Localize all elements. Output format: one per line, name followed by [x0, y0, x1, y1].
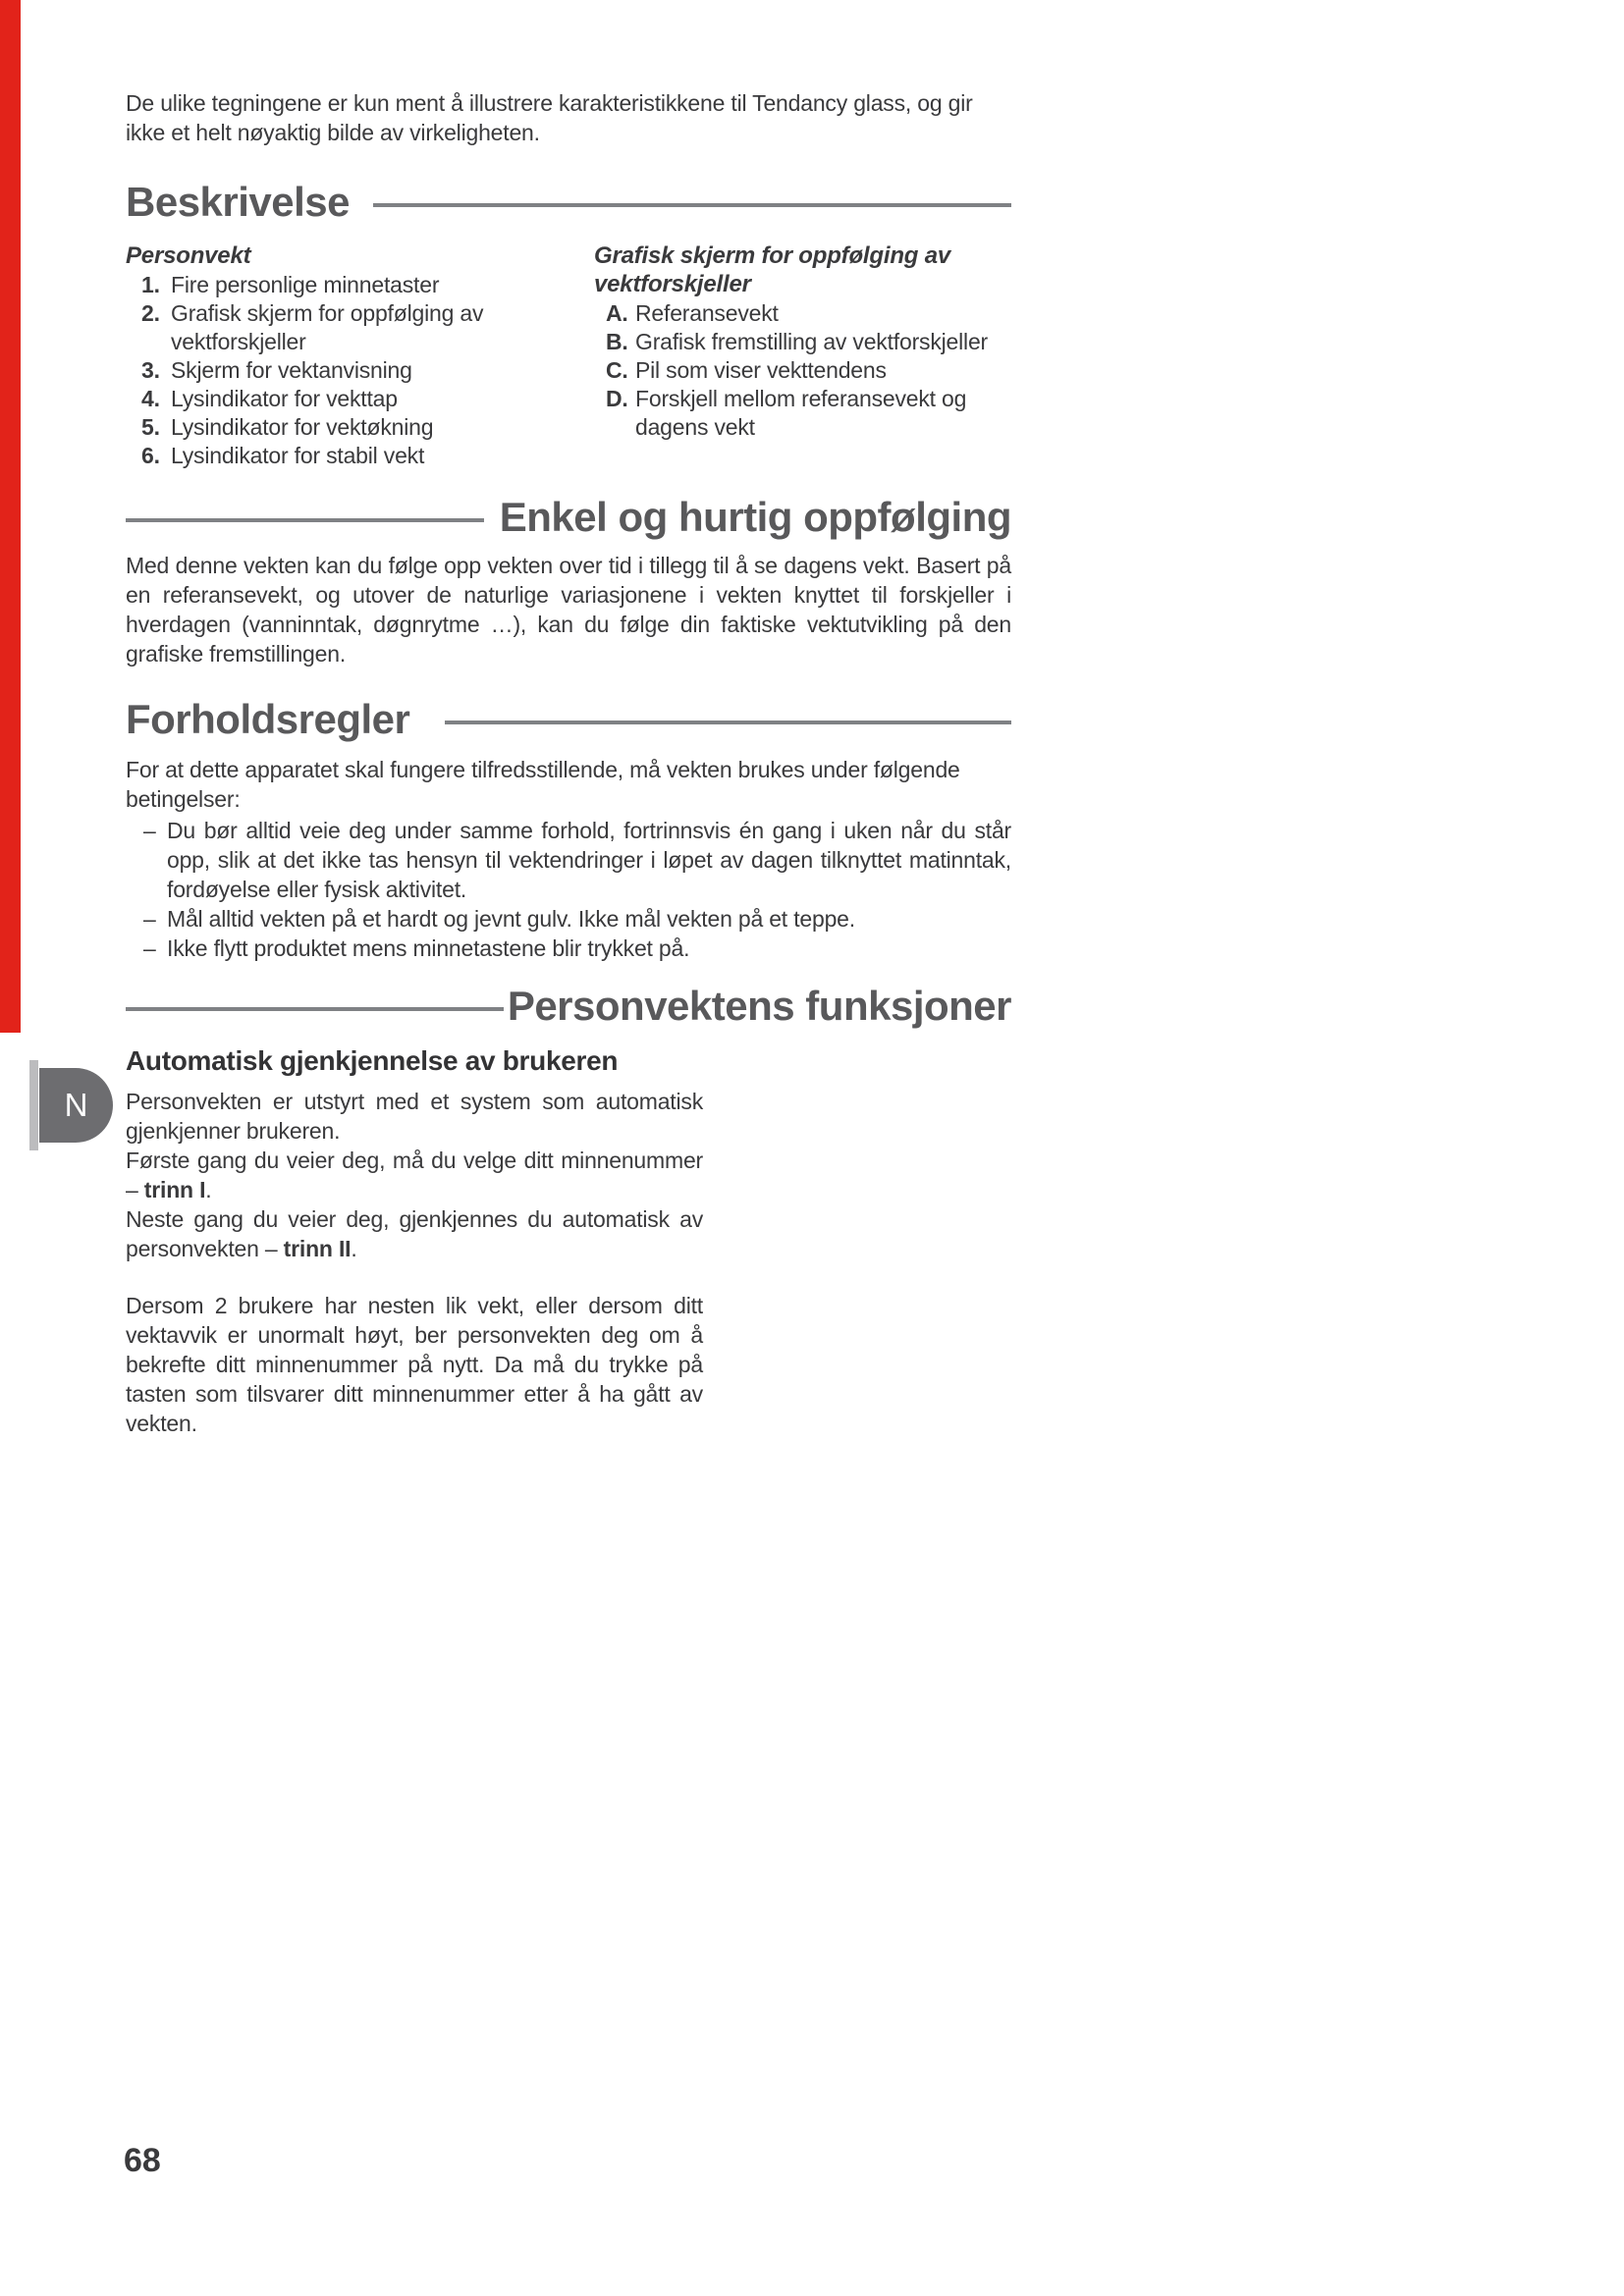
paragraph-text: Neste gang du veier deg, gjenkjennes du automatisk av personvekten – [126, 1206, 703, 1261]
list-text: Grafisk skjerm for oppfølging av vektforskjeller [171, 300, 484, 354]
precautions-list [126, 816, 1011, 963]
list-marker: 4. [141, 386, 160, 411]
heading-rule [445, 721, 1011, 724]
dash-marker: – [143, 906, 156, 932]
section-heading-beskrivelse [126, 177, 1011, 228]
manual-page-content [126, 0, 1011, 1438]
list-item [141, 356, 594, 385]
description-columns [126, 241, 1011, 470]
right-column-title: Grafisk skjerm for oppfølging av vektforskjeller [594, 242, 951, 297]
list-marker: A. [606, 300, 628, 326]
list-text: Mål alltid vekten på et hardt og jevnt gulv. Ikke mål vekten på et teppe. [167, 906, 855, 932]
list-marker: 6. [141, 443, 160, 468]
section-heading-forholdsregler [126, 694, 1011, 745]
intro-paragraph: De ulike tegningene er kun ment å illustrere karakteristikkene til Tendancy glass, og gir ikke et helt nøyaktig bilde av virkeligheten. [126, 90, 973, 145]
list-text: Lysindikator for stabil vekt [171, 443, 425, 468]
bold-term: trinn II [283, 1236, 352, 1261]
page-edge-accent-bar [0, 0, 21, 1033]
list-marker: 1. [141, 272, 160, 297]
left-column-title: Personvekt [126, 242, 251, 269]
bold-term: trinn I [143, 1177, 206, 1202]
lettered-list [594, 299, 1011, 442]
list-item [141, 442, 594, 470]
list-item [606, 328, 1011, 356]
description-right-column [594, 241, 1011, 470]
oppfolging-paragraph: Med denne vekten kan du følge opp vekten over tid i tillegg til å se dagens vekt. Basert på en referansevekt, og utover de naturlige variasjonene i vekten knyttet til forskjeller i hverdagen (vanninntak, døgnrytme …), kan du følge din faktiske vektutvikling på den grafiske fremstillingen. [126, 553, 1011, 667]
forholdsregler-intro: For at dette apparatet skal fungere tilfredsstillende, må vekten brukes under følgende betingelser: [126, 757, 960, 812]
section-title-forholdsregler: Forholdsregler [126, 696, 410, 742]
section-title-beskrivelse: Beskrivelse [126, 179, 351, 225]
funksjoner-paragraph-4: Dersom 2 brukere har nesten lik vekt, eller dersom ditt vektavvik er unormalt høyt, ber personvekten deg om å bekrefte ditt minnenummer på nytt. Da må du trykke på tasten som tilsvarer ditt minnenummer etter å ha gått av vekten. [126, 1293, 703, 1436]
list-marker: 3. [141, 357, 160, 383]
language-tab-bar [29, 1060, 38, 1150]
list-marker: 2. [141, 300, 160, 326]
dash-marker: – [143, 935, 156, 961]
paragraph-text: . [351, 1236, 357, 1261]
language-tab [29, 1060, 113, 1150]
list-text: Fire personlige minnetaster [171, 272, 440, 297]
language-tab-label: N [64, 1087, 88, 1123]
list-item [141, 271, 594, 299]
list-item [143, 934, 1011, 963]
list-text: Skjerm for vektanvisning [171, 357, 412, 383]
list-item [143, 816, 1011, 904]
numbered-list [126, 271, 594, 470]
list-text: Lysindikator for vekttap [171, 386, 398, 411]
page-number: 68 [124, 2142, 161, 2179]
heading-rule [126, 518, 484, 522]
list-text: Ikke flytt produktet mens minnetastene blir trykket på. [167, 935, 690, 961]
list-text: Referansevekt [635, 300, 779, 326]
heading-rule [373, 203, 1011, 207]
list-item [141, 385, 594, 413]
list-marker: 5. [141, 414, 160, 440]
dash-marker: – [143, 818, 156, 843]
language-tab-pill [39, 1068, 113, 1143]
list-item [141, 413, 594, 442]
funksjoner-text-column [126, 1087, 703, 1438]
list-text: Forskjell mellom referansevekt og dagens vekt [635, 386, 967, 440]
section-heading-oppfolging [126, 492, 1011, 543]
list-text: Pil som viser vekttendens [635, 357, 887, 383]
subsection-title-gjenkjennelse: Automatisk gjenkjennelse av brukeren [126, 1045, 619, 1076]
paragraph-text: Første gang du veier deg, må du velge ditt minnenummer – [126, 1148, 703, 1202]
list-text: Grafisk fremstilling av vektforskjeller [635, 329, 989, 354]
list-marker: D. [606, 386, 628, 411]
paragraph-text: . [205, 1177, 212, 1202]
section-title-oppfolging: Enkel og hurtig oppfølging [499, 494, 1011, 540]
list-text: Du bør alltid veie deg under samme forhold, fortrinnsvis én gang i uken når du står opp, slik at det ikke tas hensyn til vektendringer i løpet av dagen tilknyttet matinntak, fordøyelse eller fysisk aktivitet. [167, 818, 1011, 902]
section-heading-funksjoner [126, 981, 1011, 1032]
funksjoner-paragraph-2 [126, 1146, 703, 1204]
list-item [141, 299, 594, 356]
description-left-column [126, 241, 594, 470]
list-item [606, 385, 1011, 442]
funksjoner-paragraph-3 [126, 1204, 703, 1263]
section-title-funksjoner: Personvektens funksjoner [507, 983, 1011, 1029]
funksjoner-paragraph-1: Personvekten er utstyrt med et system som automatisk gjenkjenner brukeren. [126, 1089, 703, 1144]
list-text: Lysindikator for vektøkning [171, 414, 434, 440]
list-marker: C. [606, 357, 628, 383]
list-marker: B. [606, 329, 628, 354]
list-item [606, 356, 1011, 385]
list-item [606, 299, 1011, 328]
heading-rule [126, 1007, 504, 1011]
list-item [143, 904, 1011, 934]
